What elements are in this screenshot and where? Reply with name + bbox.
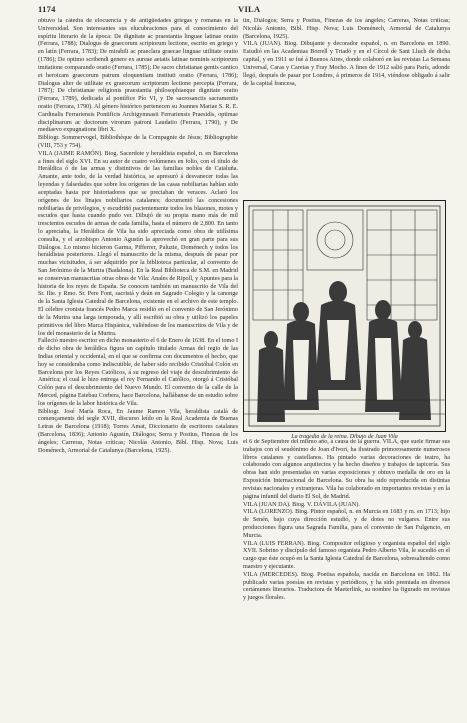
right-column-bottom: [243, 439, 450, 709]
paragraph: Falleció nuestro escritor en dicho monasterio el 6 de Enero de 1638. En el tomo I de dicho obra de heráldica figura un capítulo titulado Armas del regio de las Indias oriental y occidental, en el que se confirma con documentos el hecho, que hoy se consideraba como indiscutible, de haber sido recibido Cristóbal Colón en Barcelona por los Reyes Católicos, á su regreso del viaje de descubrimiento de América; el cual le hizo entrega el rey Fernando el Católico, otorgó á Cristóbal Colón para el descubrimiento del Nuevo Mundo. El convento de la calle de la Merced, página Estebau Corbera, hace Barcelona, hallábanse de un estudio sobre los orígenes de la labor histórica de Vila.: [38, 338, 238, 407]
right-column-top: [243, 18, 450, 202]
paragraph: obtuvo la cátedra de elocuencia y de antigüedades griegas y romanas en la Universidad. Son interesantes sus elucubraciones para el conocimiento del espíritu literario de la época: De dignitate ac praestantia linguae latinae oratio (Ferrara, 1788); Dialogus de graecorum scriptorum lectione, escrito en griego y en latín (Ferrara, 1783); De mirabili ac praeclara graecae linguae utilitate oratio (1786); De optimo scribendi genere ex aureae aetatis latinae nominis scriptorum imitatione comparando oratio (Ferrara, 1785); De sacro christianae gentis cantico et heroicam graecorum patrum eloquentiam instituti oratio (Ferrara, 1786); Dialogus alter de utilitate ex graecorum scriptorum lectione percepta (Ferrara, 1787); De christianae religionis praestantia philosophiaeque dignitate oratio (Ferrara, 1789), dedicada al pontífice Pío VI, y De sacrosanctis sacramentis oratio (Ferrara, 1790). Al género histórico pertenecen su Joannes Mariae S. R. E. Cardinalis Ferrariensis Pontificis Archigymnasii Ferrariensis Praesidis, optimae disciplinarum ac doctorum virorum patroni Laudatio (Ferrara, 1790), y De mediaevo expugnatione libri X.: [38, 18, 238, 134]
paragraph: tin, Diálogos; Serra y Postius, Finezas de los ángeles; Carreras, Notas críticas; Nicolás Antonio, Bibl. Hisp. Nova; Luis Doménech, Armorial de Catalunya (Barcelona, 1925).: [243, 18, 450, 40]
paragraph: VILA (LORENZO). Biog. Pintor español, n. en Murcia en 1683 y m. en 1713; hijo de Senén, bajo cuya dirección estudió, y de dotes no vulgares. Entre sus producciones figura una Sagrada Familia, para el convento de San Fulgencio, en Murcia.: [243, 509, 450, 539]
paragraph: Bibliogr. José María Roca, En Jaume Ramon Vila, heraldista catalá de començaments del segle XVII, discurso leído en la Real Academia de Buenas Letras de Barcelona (1918); Torres Amat, Diccionario de escritores catalanes (Barcelona, 1836); Antonio Agustín, Diálogos; Serra y Postius, Finezas de los ángeles; Carreras, Notas críticas; Nicolás Antonio, Bibl. Hisp. Nova; Luis Doménech, Armorial de Catalunya (Barcelona, 1925).: [38, 408, 238, 454]
paragraph: VILA (JUAN DA). Biog. V. DÁVILA (JUAN).: [243, 501, 360, 508]
illustration-drawing: [243, 200, 446, 432]
paragraph: VILA (JAIME RAMÓN). Biog. Sacerdote y heraldista español, n. en Barcelona a fines del siglo XVI. En su autor de cuatro volúmenes en folio, con el título de Heráldica ó de las armas y distintivos de las familias nobles de Cataluña. Amante, ante todo, de la verdad histórica, se apresuró á desvanecer todas las leyendas y falsedades que sobre los orígenes de las casas nobiliarias habían sido aceptadas hasta por historiadores que se preciaban de veraces. Aclaró los orígenes de los linajes nobiliarios catalanes; documentó las concesiones nobiliarias de privilegios, y escudriñó pacientemente todos los blasones, motes y escudos que hasta cuando pudo ver. Dibujó de su propia mano más de mil trescientos escudos de armas de cada familia, hasta el número de 2,800. En tanto lo apreciaba, la Heráldica de Vila ha sido apreciada como obra de utilísima consulta, y el arzobispo Antonio Agustín la aprovechó en gran parte para sus Diálogos. Lo mismo hicieron Garma, Pifferrer, Paluzie, Doménech y todos los heraldistas posteriores. Llegó el manuscrito de la misma, después de pasar por muchas vicisitudes, á ser adquirido por la biblioteca particular, al convento de San Jerónimo de la Murtra (Badalona). En la Real Biblioteca de S.M. en Madrid se conservan manuscritas otras obras de Vila: Anales de Ripoll, y Apuntes para la historia de los reyes de España. Se conocen también un manuscrito de Vila del Sr. Ilte. y Rmo. Sr. Pere Font, sacristá y deán en Sagrado Colegio y la canonge de la Santa Iglesia Catedral de Barcelona, existente en el archivo de este templo. El célebre cronista francés Pedro Marca residió en el convento de San Jerónimo de la Murtra una larga temporada, y allí escribió su obra y utilizó los papeles primitivos del libro Marca Hispánica, valiéndose de los manuscritos de Vila y de los del monasterio de la Murtra.: [38, 150, 238, 337]
paragraph: VILA (LUIS FERRAN). Biog. Compositor religioso y organista español del siglo XVII. Sobrino y discípulo del famoso organista Pedro Alberto Vila, le sucedió en el cargo que éste ocupó en la Santa Iglesia Catedral de Barcelona, sobresaliendo como maestro y ejecutante.: [243, 540, 450, 570]
paragraph: VILA (JUAN). Biog. Dibujante y decorador español, n. en Barcelona en 1890. Estudió en las Academias Borrell y Triadó y en el Círcol de Sant Lluch de dicha capital, y en 1911 se fué á Buenos Aires, donde colaboró en las revistas La Semana Universal, Caras y Caretas y Fray Mocho. A fines de 1912 salió para París, adonde llegó, después de pasar por Londres, á primeros de 1914, viéndose obligado á salir de la capital francesa,: [243, 41, 450, 87]
page-header: [38, 4, 447, 18]
running-head: VILA: [238, 4, 261, 14]
left-column: [38, 18, 238, 708]
paragraph: Bibliogr. Sommervogel, Bibliothèque de la Compagnie de Jésus; Bibliographie (VIII, 753 y 754).: [38, 135, 238, 149]
illustration: [243, 200, 446, 432]
paragraph: el 6 de Septiembre del mismo año, á causa de la guerra. VILA, que suele firmar sus trabajos con el seudónimo de Joan d'Ivori, ha ilustrado primorosamente numerosos libros catalanes y castellanos. Ha pintado varias decoraciones de teatro, ha colaborado con algunos arquitectos y ha hecho diseños y trabajos de tapicería. Sus obras han sido presentadas en varias exposiciones y obtuvo medalla de oro en la Exposición Internacional de Barcelona. Su obra ha sido reproducida en distintas revistas nacionales y extranjeras. Vila ha colaborado en importantes revistas y en la página infantil del diario El Sol, de Madrid.: [243, 439, 450, 500]
illustration-caption: La tragedia de la reina. Dibujo de Juan Vila: [291, 434, 398, 440]
paragraph: VILA (MERCEDES). Biog. Poetisa española, nacida en Barcelona en 1862. Ha publicado varias poesías en revistas y periódicos, y ha sido premiada en diversos certámenes literarios. Traductora de Maeterlink, su nombre ha figurado en revistas y juegos florales.: [243, 571, 450, 602]
page-number: 1174: [38, 4, 56, 14]
